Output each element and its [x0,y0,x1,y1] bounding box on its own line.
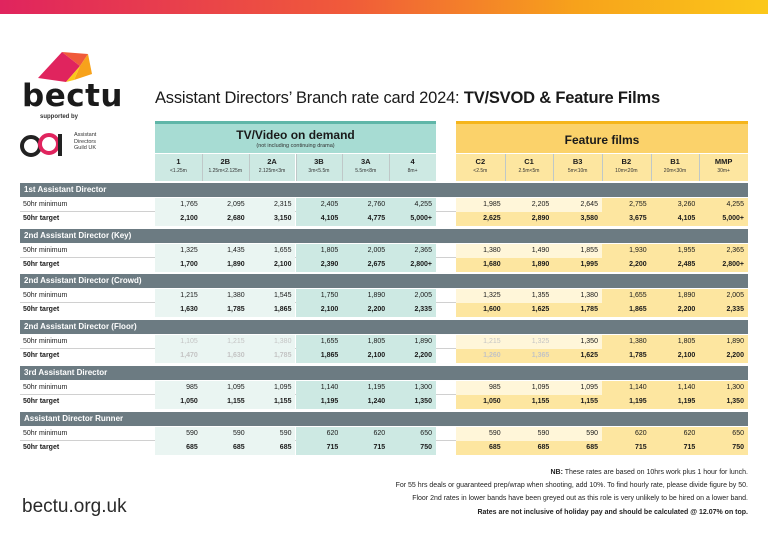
rate-cell: 1,380 [202,289,249,303]
rate-cell: 750 [699,441,748,455]
rate-cell: 4,105 [651,212,700,226]
row-label: 50hr minimum [23,292,68,299]
rate-cell: 1,215 [202,335,249,349]
rate-cell: 2,100 [296,303,343,317]
rate-cell: 1,890 [699,335,748,349]
note-3: Floor 2nd rates in lower bands have been greyed out as this role is very unlikely to be hired on a lower band. [412,495,748,503]
footer-url[interactable]: bectu.org.uk [22,496,127,517]
rate-cell: 590 [456,427,505,441]
note-nb-text: These rates are based on 10hrs work plus 1 hour for lunch. [562,469,748,476]
rate-cell: 1,955 [651,244,700,258]
note-4: Rates are not inclusive of holiday pay and should be calculated @ 12.07% on top. [477,508,748,516]
rate-cell: 2,315 [249,198,296,212]
rate-cell: 1,865 [249,303,296,317]
adg-line-1: Assistant [74,132,97,138]
rate-cell: 2,100 [342,349,389,363]
rate-cell: 2,100 [249,258,296,272]
rate-cell: 1,890 [651,289,700,303]
adg-line-3: Guild UK [74,145,97,151]
rate-cell: 2,485 [651,258,700,272]
rate-cell: 715 [651,441,700,455]
row-label: 50hr minimum [23,430,68,437]
rate-cell: 2,205 [505,198,554,212]
rate-cell: 2,335 [699,303,748,317]
column-divider [602,154,603,181]
column-code: 2B [220,157,231,166]
rate-cell: 1,995 [553,258,602,272]
rate-cell: 2,625 [456,212,505,226]
rate-cell: 1,655 [296,335,343,349]
rate-cell: 1,300 [389,381,436,395]
column-header [389,154,436,181]
rate-cell: 620 [602,427,651,441]
rate-cell: 2,200 [342,303,389,317]
adg-line-2: Directors [74,138,97,145]
rate-cell: 1,930 [602,244,651,258]
rate-cell: 2,890 [505,212,554,226]
rate-cell: 1,240 [342,395,389,409]
column-divider [296,154,297,181]
table-row [20,381,748,395]
rate-cell: 3,580 [553,212,602,226]
row-label: 50hr target [23,261,60,268]
rate-cell: 1,195 [602,395,651,409]
rate-cell: 1,140 [602,381,651,395]
column-header [202,154,249,181]
rate-cell: 1,380 [456,244,505,258]
rate-cell: 1,890 [389,335,436,349]
rate-cell: 2,005 [389,289,436,303]
row-label: 50hr minimum [23,201,68,208]
rate-cell: 4,255 [699,198,748,212]
rate-cell: 620 [342,427,389,441]
note-1 [396,466,748,479]
rate-cell: 2,760 [342,198,389,212]
column-header [296,154,343,181]
rate-cell: 1,765 [155,198,202,212]
column-range: 3m<5.5m [308,168,330,174]
column-range: 5.5m<8m [355,168,377,174]
rate-cell: 5,000+ [699,212,748,226]
rate-cell: 2,645 [553,198,602,212]
rate-cell: 1,890 [342,289,389,303]
rate-cell: 1,260 [456,349,505,363]
rate-cell: 1,215 [155,289,202,303]
section-header: 1st Assistant Director [20,183,748,197]
section-header: 3rd Assistant Director [20,366,748,380]
column-range: 10m<20m [615,168,638,174]
table-row [20,427,748,441]
column-code: 3A [360,157,371,166]
rate-cell: 1,855 [553,244,602,258]
rate-cell: 1,195 [651,395,700,409]
rate-cell: 1,155 [249,395,296,409]
rate-cell: 620 [651,427,700,441]
rate-cell: 2,005 [699,289,748,303]
rate-cell: 685 [505,441,554,455]
rate-cell: 1,215 [456,335,505,349]
rate-cell: 1,050 [456,395,505,409]
row-label: 50hr target [23,352,60,359]
rate-cell: 1,680 [456,258,505,272]
page-title [155,89,660,108]
column-divider [699,154,700,181]
rate-cell: 1,300 [699,381,748,395]
column-code: 3B [314,157,324,166]
column-range: 5m<10m [567,168,588,174]
rate-cell: 2,200 [651,303,700,317]
row-label: 50hr target [23,444,60,451]
rate-cell: 1,155 [505,395,554,409]
rate-cell: 2,335 [389,303,436,317]
rate-cell: 1,380 [249,335,296,349]
rate-cell: 1,865 [602,303,651,317]
rate-cell: 1,805 [651,335,700,349]
column-code: 2A [267,157,277,166]
note-nb-label: NB: [550,469,563,476]
rate-cell: 1,095 [505,381,554,395]
rate-cell: 2,100 [155,212,202,226]
row-label: 50hr target [23,306,60,313]
bectu-logo-text: bectu [22,78,123,114]
column-code: C1 [524,157,534,166]
column-range: 8m+ [407,168,418,174]
rate-cell: 1,095 [202,381,249,395]
rate-cell: 985 [155,381,202,395]
rate-cell: 1,155 [202,395,249,409]
rate-cell: 2,200 [699,349,748,363]
table-row [20,258,748,272]
rate-cell: 1,655 [249,244,296,258]
supported-by-label: supported by [40,114,79,120]
tv-group-subtitle: (not including continuing drama) [256,143,335,149]
ff-group-title: Feature films [564,133,640,147]
rate-cell: 1,365 [505,349,554,363]
column-header [651,154,700,181]
column-divider [505,154,506,181]
rate-cell: 715 [602,441,651,455]
column-range: 2.5m<5m [518,168,540,174]
column-code: 1 [176,157,181,166]
rate-cell: 1,785 [202,303,249,317]
section-header: 2nd Assistant Director (Crowd) [20,274,748,288]
rate-cell: 3,150 [249,212,296,226]
column-header [553,154,602,181]
rate-cell: 715 [296,441,343,455]
column-range: <2.5m [473,168,488,174]
table-row [20,198,748,212]
note-2: For 55 hrs deals or guaranteed prep/wrap when shooting, add 10%. To find hourly rate, please divide figure by 50. [395,482,748,490]
rate-cell: 1,095 [249,381,296,395]
rate-cell: 1,470 [155,349,202,363]
rate-cell: 2,405 [296,198,343,212]
rate-cell: 2,005 [342,244,389,258]
column-header [456,154,505,181]
column-divider [249,154,250,181]
rate-cell: 1,435 [202,244,249,258]
rate-cell: 1,155 [553,395,602,409]
footnotes [396,466,748,519]
row-label: 50hr minimum [23,338,68,345]
rate-cell: 1,325 [505,335,554,349]
rate-cell: 4,775 [342,212,389,226]
rate-cell: 2,800+ [699,258,748,272]
title-bold: TV/SVOD & Feature Films [463,89,661,107]
rate-cell: 1,625 [505,303,554,317]
rate-cell: 685 [155,441,202,455]
rate-cell: 1,655 [602,289,651,303]
rate-cell: 1,140 [651,381,700,395]
tv-group-title: TV/Video on demand [236,128,355,142]
rate-cell: 985 [456,381,505,395]
column-range: 2.125m<3m [258,168,286,174]
rate-cell: 1,600 [456,303,505,317]
column-range: 1.25m<2.125m [208,168,242,174]
row-label: 50hr target [23,215,60,222]
column-code: B3 [572,157,583,166]
table-row [20,395,748,409]
rate-cell: 1,490 [505,244,554,258]
rate-cell: 1,380 [602,335,651,349]
rate-cell: 1,350 [699,395,748,409]
rate-cell: 2,200 [602,258,651,272]
rate-cell: 1,105 [155,335,202,349]
column-code: MMP [714,157,733,166]
rate-cell: 620 [296,427,343,441]
rate-cell: 685 [202,441,249,455]
rate-cell: 1,625 [553,349,602,363]
table-row [20,441,748,455]
rate-cell: 590 [155,427,202,441]
column-code: B2 [621,157,632,166]
rate-cell: 1,890 [505,258,554,272]
rate-cell: 1,805 [296,244,343,258]
rate-cell: 2,200 [389,349,436,363]
top-gradient-bar [0,0,768,14]
rate-cell: 650 [389,427,436,441]
table-row [20,289,748,303]
rate-cell: 2,675 [342,258,389,272]
table-row [20,349,748,363]
column-header [699,154,748,181]
rate-cell: 1,545 [249,289,296,303]
rate-cell: 1,195 [296,395,343,409]
column-range: 20m<30m [663,168,687,174]
rate-cell: 1,325 [456,289,505,303]
column-divider [202,154,203,181]
rate-cell: 1,890 [202,258,249,272]
rate-cell: 750 [389,441,436,455]
rate-cell: 2,390 [296,258,343,272]
rate-cell: 1,985 [456,198,505,212]
rate-cell: 1,195 [342,381,389,395]
adg-logo-icon [20,130,70,160]
column-code: 4 [410,157,415,166]
rate-cell: 4,255 [389,198,436,212]
ff-group-header [456,121,748,153]
column-code: C2 [475,157,486,166]
row-label: 50hr target [23,398,60,405]
row-label: 50hr minimum [23,247,68,254]
rate-cell: 2,365 [389,244,436,258]
rate-cell: 1,750 [296,289,343,303]
rate-cell: 3,675 [602,212,651,226]
rate-cell: 1,355 [505,289,554,303]
table-row [20,212,748,226]
rate-cell: 1,350 [389,395,436,409]
column-range: 30m+ [717,168,730,174]
column-range: <1.25m [170,168,187,174]
rate-cell: 685 [456,441,505,455]
rate-cell: 1,700 [155,258,202,272]
column-divider [342,154,343,181]
rate-cell: 1,785 [553,303,602,317]
rate-cell: 1,095 [553,381,602,395]
column-code: B1 [670,157,680,166]
rate-cell: 685 [553,441,602,455]
section-header: 2nd Assistant Director (Key) [20,229,748,243]
rate-cell: 590 [202,427,249,441]
rate-cell: 1,630 [155,303,202,317]
rate-cell: 1,805 [342,335,389,349]
column-header [249,154,296,181]
column-divider [651,154,652,181]
rate-cell: 3,260 [651,198,700,212]
adg-name [74,132,114,152]
rate-cell: 1,865 [296,349,343,363]
rate-cell: 715 [342,441,389,455]
rate-cell: 590 [505,427,554,441]
rate-cell: 1,785 [602,349,651,363]
column-divider [553,154,554,181]
rate-cell: 1,380 [553,289,602,303]
table-row [20,335,748,349]
rate-cell: 1,630 [202,349,249,363]
rate-cell: 2,095 [202,198,249,212]
rate-cell: 2,680 [202,212,249,226]
rate-cell: 2,100 [651,349,700,363]
table-row [20,244,748,258]
rate-cell: 1,050 [155,395,202,409]
table-row [20,303,748,317]
rate-cell: 590 [249,427,296,441]
row-label: 50hr minimum [23,384,68,391]
rate-cell: 4,105 [296,212,343,226]
rate-cell: 1,140 [296,381,343,395]
rate-cell: 2,800+ [389,258,436,272]
tv-group-header [155,121,436,153]
rate-cell: 1,325 [155,244,202,258]
rate-cell: 1,785 [249,349,296,363]
rate-cell: 650 [699,427,748,441]
rate-cell: 590 [553,427,602,441]
column-header [602,154,651,181]
title-regular: Assistant Directors’ Branch rate card 2024: [155,89,464,107]
column-header [342,154,389,181]
column-header [505,154,554,181]
column-divider [389,154,390,181]
rate-cell: 2,755 [602,198,651,212]
section-header: 2nd Assistant Director (Floor) [20,320,748,334]
rate-cell: 5,000+ [389,212,436,226]
rate-cell: 685 [249,441,296,455]
rate-cell: 1,350 [553,335,602,349]
column-header [155,154,202,181]
section-header: Assistant Director Runner [20,412,748,426]
rate-cell: 2,365 [699,244,748,258]
